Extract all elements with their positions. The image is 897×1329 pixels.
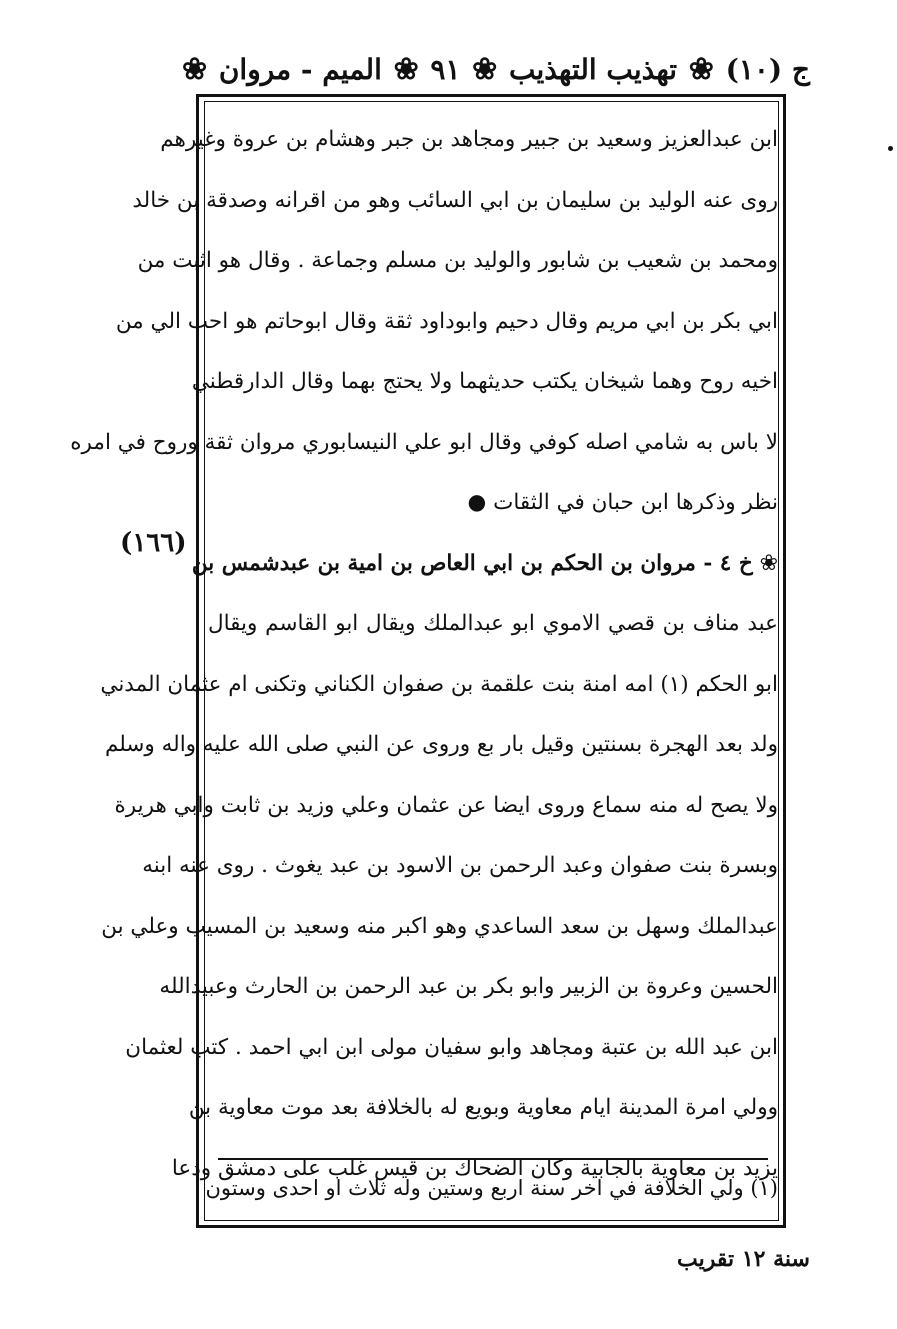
ornament-icon: ❀ bbox=[472, 51, 498, 87]
text-line: ابي بكر بن ابي مريم وقال دحيم وابوداود ثقة وقال ابوحاتم هو احب الي من bbox=[115, 308, 778, 334]
ornament-icon: ❀ bbox=[182, 51, 208, 87]
text-line: ابن عبدالعزيز وسعيد بن جبير ومجاهد بن جبر وهشام بن عروة وغيرهم bbox=[160, 127, 778, 152]
text-line: ومحمد بن شعيب بن شابور والوليد بن مسلم وجماعة . وقال هو اثبت من bbox=[137, 248, 778, 273]
text-line: الحسين وعروة بن الزبير وابو بكر بن عبد الرحمن بن الحارث وعبيدالله bbox=[159, 974, 778, 999]
section-label: الميم - مروان bbox=[218, 52, 382, 86]
entry-end-mark: ● bbox=[467, 490, 487, 515]
entry-heading-line bbox=[191, 534, 778, 595]
text-line: وبسرة بنت صفوان وعبد الرحمن بن الاسود بن عبد يغوث . روى عنه ابنه bbox=[142, 853, 778, 878]
entry-side-number: (١٦٦) bbox=[120, 528, 187, 558]
book-title: تهذيب التهذيب bbox=[508, 52, 678, 86]
text-line: عبدالملك وسهل بن سعد الساعدي وهو اكبر منه وسعيد بن المسيب وعلي بن bbox=[101, 913, 778, 939]
ornament-icon: ❀ bbox=[759, 550, 778, 576]
below-frame-note: سنة ١٢ تقريب bbox=[677, 1246, 810, 1272]
text-line: وولي امرة المدينة ايام معاوية وبويع له بالخلافة بعد موت معاوية بن bbox=[188, 1095, 778, 1120]
text-line: يزيد بن معاوية بالجابية وكان الضحاك بن قيس غلب على دمشق ودعا bbox=[171, 1155, 778, 1181]
text-line-entry-end bbox=[208, 473, 778, 534]
footnote: (١) ولي الخلافة في اخر سنة اربع وستين وله ثلاث او احدى وستون bbox=[205, 1176, 778, 1200]
page-number: ٩١ bbox=[430, 52, 461, 86]
ornament-icon: ❀ bbox=[393, 51, 419, 87]
text-line: نظر وذكرها ابن حبان في الثقات bbox=[493, 490, 778, 515]
text-line: ولا يصح له منه سماع وروى ايضا عن عثمان وعلي وزيد بن ثابت وابي هريرة bbox=[114, 792, 778, 818]
text-line: ابو الحكم (١) امه امنة بنت علقمة بن صفوان الكناني وتكنى ام عثمان المدني bbox=[100, 671, 778, 697]
text-line: عبد مناف بن قصي الاموي ابو عبدالملك ويقال ابو القاسم ويقال bbox=[208, 611, 778, 636]
text-line: روى عنه الوليد بن سليمان بن ابي السائب وهو من اقرانه وصدقة بن خالد bbox=[132, 187, 778, 213]
text-line: ابن عبد الله بن عتبة ومجاهد وابو سفيان مولى ابن ابي احمد . كتب لعثمان bbox=[125, 1034, 778, 1060]
margin-dot bbox=[888, 146, 893, 151]
text-line: ولد بعد الهجرة بسنتين وقيل بار بع وروى عن النبي صلى الله عليه واله وسلم bbox=[104, 732, 778, 757]
text-line: اخيه روح وهما شيخان يكتب حديثهما ولا يحتج بهما وقال الدارقطني bbox=[191, 369, 778, 394]
footnote-divider bbox=[218, 1158, 768, 1160]
entry-heading: خ ٤ - مروان بن الحكم بن ابي العاص بن امية بن عبدشمس بن bbox=[191, 550, 753, 576]
volume-label: ج (١٠) bbox=[725, 52, 810, 86]
running-header bbox=[180, 44, 810, 94]
text-line: لا باس به شامي اصله كوفي وقال ابو علي النيسابوري مروان ثقة وروح في امره bbox=[70, 429, 778, 455]
ornament-icon: ❀ bbox=[688, 51, 714, 87]
